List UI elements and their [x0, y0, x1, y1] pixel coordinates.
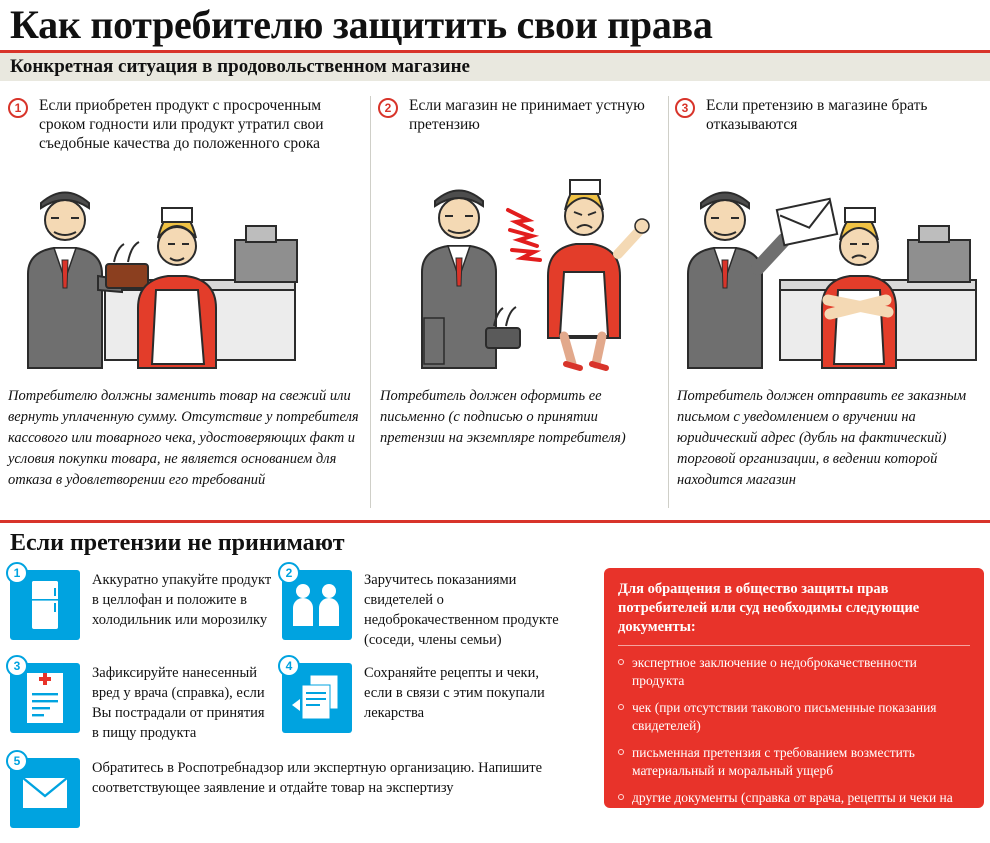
section-divider — [0, 520, 990, 523]
subtitle-text: Конкретная ситуация в продовольственном магазине — [10, 56, 470, 77]
situation-column-1 — [8, 96, 370, 153]
situation-caption-3: Потребитель должен отправить ее заказным письмом с уведомлением о вручении на юридический адрес (дубль на фактический) торговой организации, в ведении которой находится магазин — [677, 388, 967, 488]
required-document-text: чек (при отсутствии такового письменные показания свидетелей) — [632, 700, 937, 733]
required-document-item — [618, 789, 970, 825]
required-document-item — [618, 744, 970, 780]
column-divider-1 — [370, 96, 371, 508]
column-divider-2 — [668, 96, 669, 508]
section-2-title: Если претензии не принимают — [10, 530, 345, 556]
required-document-text: другие документы (справка от врача, рецепты и чеки на лекарства и др.) — [632, 790, 953, 823]
illustration-scene-1 — [10, 168, 360, 380]
required-document-item — [618, 699, 970, 735]
step-badge: 3 — [6, 655, 28, 677]
situation-column-3 — [675, 96, 985, 142]
scene-1-svg — [10, 168, 360, 380]
situation-header-1 — [8, 96, 370, 153]
situation-heading-text: Если приобретен продукт с просроченным сроком годности или продукт утратил свои съедобные качества до положенного срока — [39, 97, 324, 152]
situation-heading-text: Если магазин не принимает устную претензию — [409, 97, 645, 133]
scene-2-svg — [380, 168, 660, 380]
situation-column-2 — [378, 96, 668, 142]
page-title: Как потребителю защитить свои права — [10, 2, 713, 47]
required-document-item — [618, 654, 970, 690]
bullet-icon — [618, 749, 624, 755]
step-text: Сохраняйте рецепты и чеки, если в связи с этим покупали лекарства — [364, 665, 545, 721]
step-number-badge: 1 — [8, 98, 28, 118]
step-text: Обратитесь в Роспотребнадзор или экспертную организацию. Напишите соответствующее заявление и отдайте товар на экспертизу — [92, 760, 543, 796]
step-text: Зафиксируйте нанесенный вред у врача (справка), если Вы пострадали от принятия в пищу продукта — [92, 665, 265, 741]
scene-3-svg — [672, 168, 982, 380]
step-badge: 4 — [278, 655, 300, 677]
situation-heading-text: Если претензию в магазине брать отказываются — [706, 97, 928, 133]
bullet-icon — [618, 704, 624, 710]
required-documents-panel — [604, 568, 984, 823]
situation-caption-2: Потребитель должен оформить ее письменно (с подписью о принятии претензии на экземпляре потребителя) — [380, 388, 626, 446]
subtitle-bar — [0, 53, 990, 81]
step-number-badge: 3 — [675, 98, 695, 118]
step-badge: 1 — [6, 562, 28, 584]
illustration-scene-3 — [672, 168, 982, 380]
required-document-text: экспертное заключение о недоброкачественности продукта — [632, 655, 917, 688]
step-badge: 2 — [278, 562, 300, 584]
step-text: Заручитесь показаниями свидетелей о недоброкачественном продукте (соседи, члены семьи) — [364, 572, 559, 648]
situation-header-2 — [378, 96, 668, 142]
situation-header-3 — [675, 96, 985, 142]
bullet-icon — [618, 794, 624, 800]
step-text: Аккуратно упакуйте продукт в целлофан и положите в холодильник или морозилку — [92, 572, 272, 628]
bullet-icon — [618, 659, 624, 665]
illustration-scene-2 — [380, 168, 660, 380]
step-number-badge: 2 — [378, 98, 398, 118]
panel-divider — [618, 645, 970, 646]
required-documents-title: Для обращения в общество защиты прав потребителей или суд необходимы следующие документы: — [618, 581, 920, 635]
situation-caption-1: Потребителю должны заменить товар на свежий или вернуть уплаченную сумму. Отсутствие у потребителя кассового или товарного чека, удостоверяющих факт и условия покупки товара, не является основанием для отказа в удовлетворении его требований — [8, 388, 359, 488]
required-document-text: письменная претензия с требованием возместить материальный и моральный ущерб — [632, 745, 915, 778]
step-badge: 5 — [6, 750, 28, 772]
